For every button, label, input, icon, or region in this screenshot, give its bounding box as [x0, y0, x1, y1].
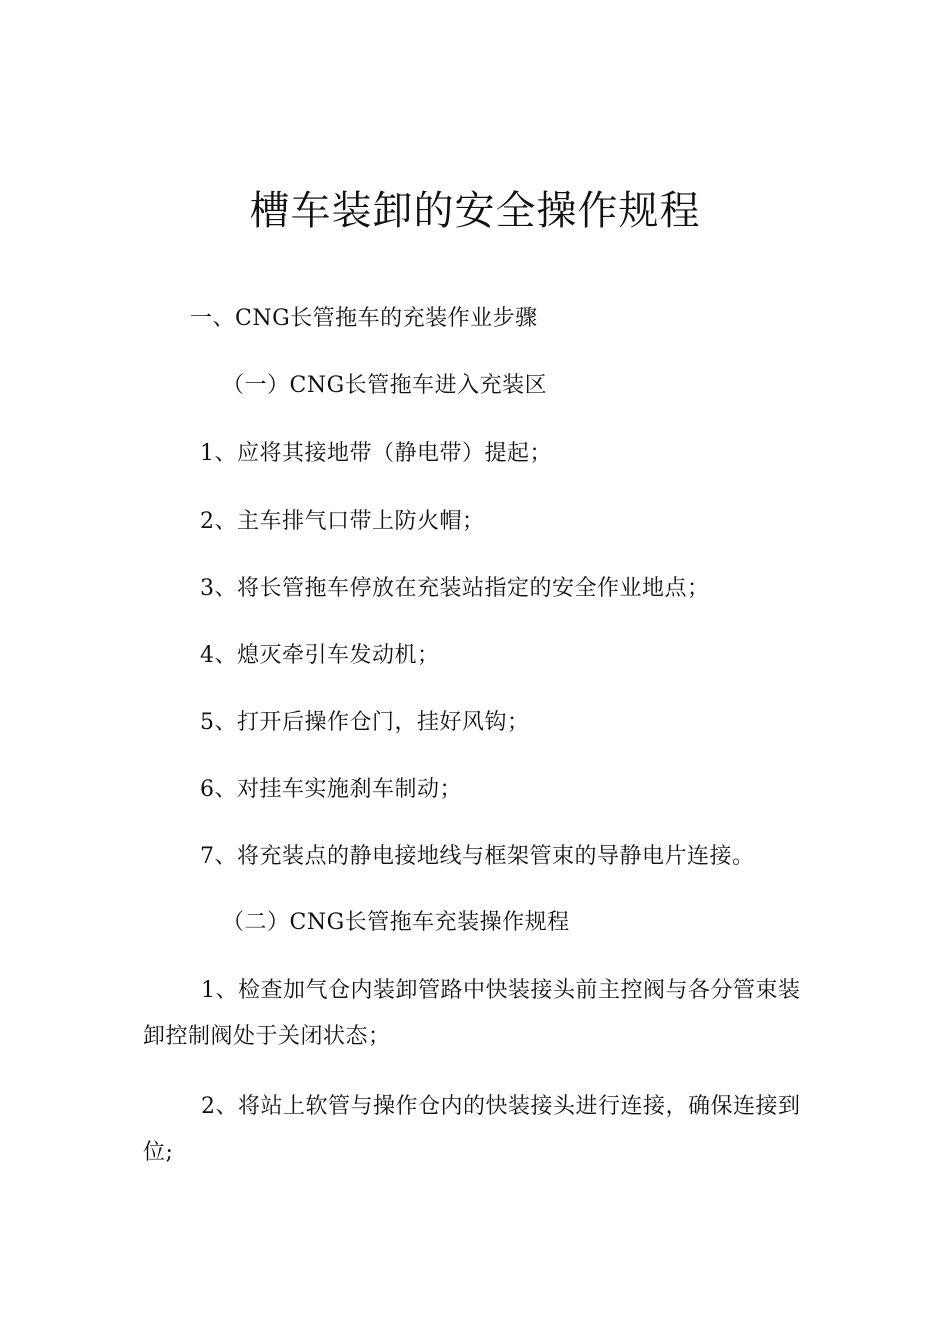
list-item: 1、应将其接地带（静电带）提起； [200, 441, 552, 466]
list-item: 5、打开后操作仓门，挂好风钩； [200, 710, 530, 735]
list-item: 6、对挂车实施刹车制动； [200, 777, 462, 802]
section-heading: 一、CNG长管拖车的充装作业步骤 [190, 306, 538, 331]
list-item: 7、将充装点的静电接地线与框架管束的导静电片连接。 [200, 844, 755, 869]
list-item: 2、主车排气口带上防火帽； [200, 509, 485, 534]
list-item: 3、将长管拖车停放在充装站指定的安全作业地点； [200, 576, 710, 601]
paragraph: 2、将站上软管与操作仓内的快装接头进行连接，确保连接到位; [143, 1094, 801, 1165]
paragraph: 1、检查加气仓内装卸管路中快装接头前主控阀与各分管束装卸控制阀处于关闭状态； [143, 978, 801, 1049]
subsection-heading-2: （二）CNG长管拖车充装操作规程 [222, 910, 570, 935]
list-item: 4、熄灭牵引车发动机； [200, 643, 440, 668]
document-title: 槽车装卸的安全操作规程 [249, 187, 701, 234]
subsection-heading-1: （一）CNG长管拖车进入充装区 [222, 373, 548, 398]
